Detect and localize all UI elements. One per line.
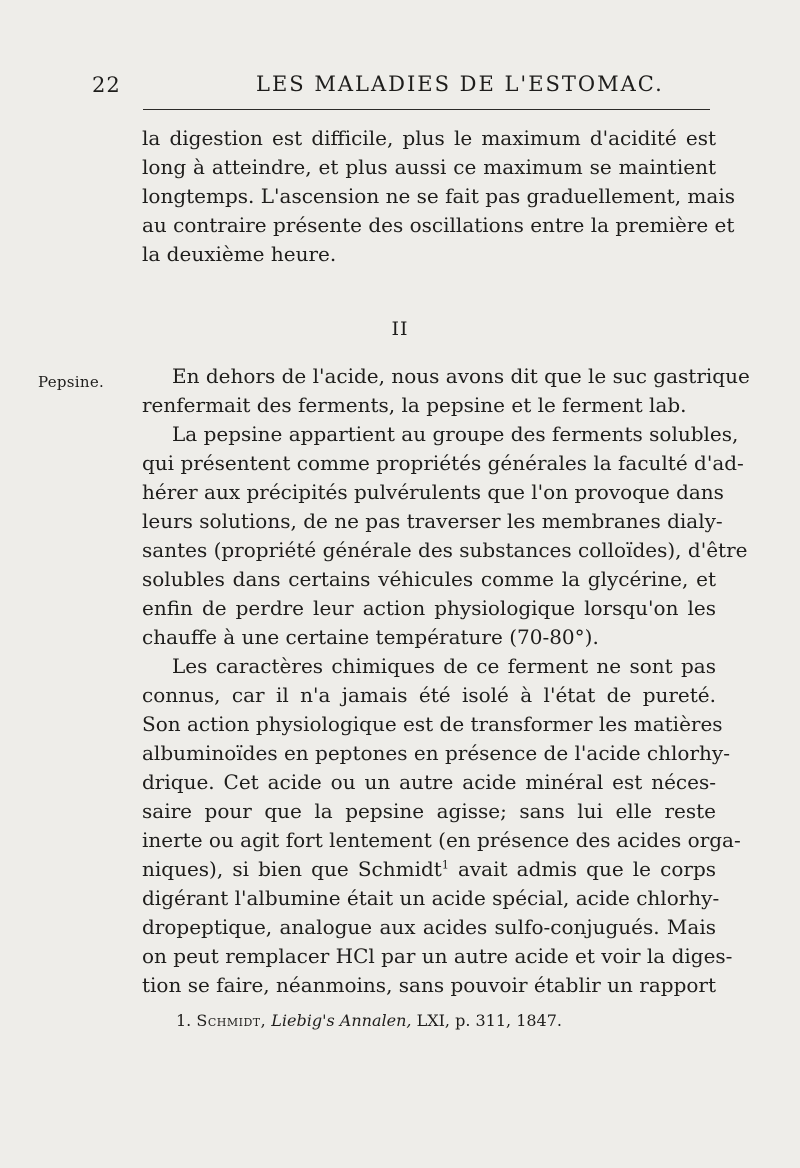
header-rule (143, 109, 710, 110)
text-line: connus, car il n'a jamais été isolé à l'état de pureté. (142, 683, 716, 707)
text-line: En dehors de l'acide, nous avons dit que le suc gastrique (172, 364, 750, 388)
footnote-author: Schmidt, (196, 1011, 267, 1030)
text-line: leurs solutions, de ne pas traverser les membranes dialy- (142, 509, 723, 533)
text-line: qui présentent comme propriétés générales la faculté d'ad- (142, 451, 744, 475)
text-line: albuminoïdes en peptones en présence de l'acide chlorhy- (142, 741, 730, 765)
paragraph-1 (142, 124, 735, 269)
text-line: hérer aux précipités pulvérulents que l'on provoque dans (142, 480, 724, 504)
text-line: dropeptique, analogue aux acides sulfo-conjugués. Mais (142, 915, 716, 939)
text-line: au contraire présente des oscillations entre la première et (142, 213, 735, 237)
text-line: saire pour que la pepsine agisse; sans lui elle reste (142, 799, 716, 823)
footnote-number: 1. (176, 1011, 192, 1030)
text-line: Les caractères chimiques de ce ferment ne sont pas (172, 654, 716, 678)
section-number: II (391, 318, 409, 340)
running-head: LES MALADIES DE L'ESTOMAC. (256, 72, 664, 96)
footnote-marker: 1 (441, 858, 449, 872)
text-line: digérant l'albumine était un acide spécial, acide chlorhy- (142, 886, 720, 910)
text-segment: avait admis que le corps (457, 857, 717, 881)
body-text (142, 362, 750, 1000)
footnote (176, 1011, 562, 1030)
text-line: la deuxième heure. (142, 242, 337, 266)
margin-note: Pepsine. (38, 373, 105, 391)
text-line-with-footnote (142, 855, 716, 884)
page-number: 22 (92, 73, 121, 97)
text-line: longtemps. L'ascension ne se fait pas graduellement, mais (142, 184, 735, 208)
footnote-work: Liebig's Annalen, (271, 1011, 412, 1030)
text-line: la digestion est difficile, plus le maximum d'acidité est (142, 126, 716, 150)
text-line: inerte ou agit fort lentement (en présence des acides orga- (142, 828, 741, 852)
text-line: renfermait des ferments, la pepsine et le ferment lab. (142, 393, 687, 417)
text-line: santes (propriété générale des substances colloïdes), d'être (142, 538, 748, 562)
text-line: solubles dans certains véhicules comme la glycérine, et (142, 567, 716, 591)
text-line: Son action physiologique est de transformer les matières (142, 712, 723, 736)
text-line: enfin de perdre leur action physiologique lorsqu'on les (142, 596, 716, 620)
text-line: chauffe à une certaine température (70-80°). (142, 625, 599, 649)
text-line: tion se faire, néanmoins, sans pouvoir établir un rapport (142, 973, 717, 997)
footnote-reference: LXI, p. 311, 1847. (416, 1011, 562, 1030)
text-line: La pepsine appartient au groupe des ferments solubles, (172, 422, 739, 446)
text-line: drique. Cet acide ou un autre acide minéral est néces- (142, 770, 716, 794)
text-segment: niques), si bien que Schmidt (142, 857, 442, 881)
text-line: on peut remplacer HCl par un autre acide et voir la diges- (142, 944, 733, 968)
text-line: long à atteindre, et plus aussi ce maximum se maintient (142, 155, 716, 179)
